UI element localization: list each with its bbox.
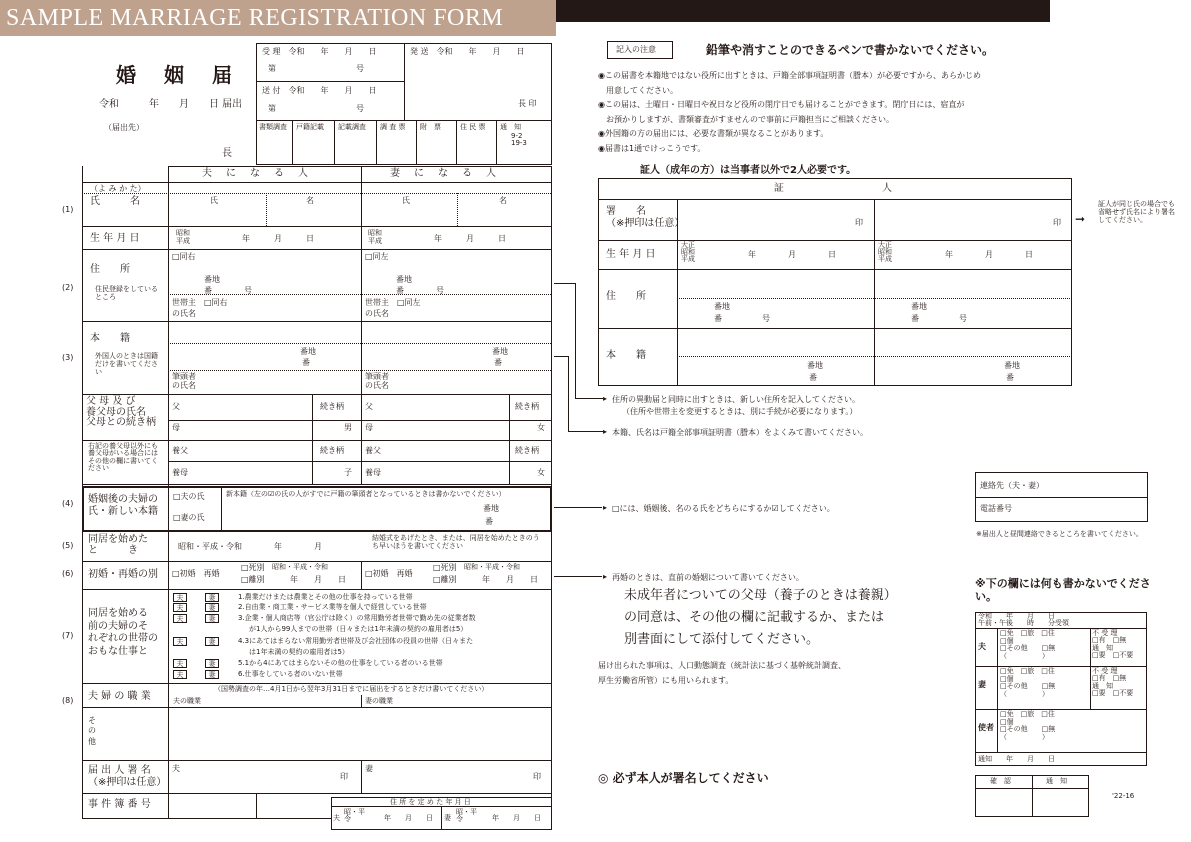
husband-first-re[interactable]: □初婚 再婚 [172, 569, 220, 578]
witness2-seal: 印 [1053, 218, 1061, 227]
witness2-banchi: 番地 [911, 302, 927, 311]
job-option: 4.3にあてはまらない常用勤労者世帯及び会社団体の役員の世帯（日々また [238, 637, 474, 645]
note-surname-check: □には、婚姻後、名のる氏をどちらにするか☑してください。 [612, 504, 835, 513]
office-check-cell[interactable] [335, 120, 377, 164]
yomi-label: （よ み か た） [90, 184, 146, 193]
wife-job-field[interactable]: 妻の職業 [365, 697, 393, 705]
witness-title: 証人（成年の方）は当事者以外で2人必要です。 [640, 165, 857, 176]
arrow-right-icon: ▸ [603, 503, 608, 512]
husband-era: 昭和・平成・令和 [272, 563, 328, 571]
row-number: (2) [62, 283, 74, 292]
residence-husband: 夫 [333, 814, 340, 822]
husband-honseki-banchi: 番地 [300, 347, 316, 356]
submission-date[interactable]: 令和 年 月 日 届出 [99, 99, 243, 110]
wife-birth-era[interactable]: 昭和 平成 [368, 229, 382, 246]
job-option: 2.自由業・商工業・サービス業等を個人で経営している世帯 [238, 603, 427, 611]
office-check-label: 通 知 [500, 123, 521, 131]
wife-era: 昭和・平成・令和 [464, 563, 520, 571]
residence-wife-era[interactable]: 昭・平 令 [456, 808, 477, 823]
dispatch-label: 発 送 令和 年 月 日 [410, 47, 525, 56]
witness2-birth-era[interactable]: 大正 昭和 平成 [878, 241, 892, 263]
stats-line: 厚生労働省所管）にも用いられます。 [598, 676, 734, 685]
note-item: ◉届書は1通でけっこうです。 [598, 144, 706, 153]
receipt-label: 受 理 令和 年 月 日 [262, 47, 377, 56]
job-option: が1人から99人までの世帯（日々または1年未満の契約の雇用者は5） [249, 625, 468, 633]
husband-surname-checkbox[interactable]: □夫の氏 [173, 492, 205, 501]
wife-father[interactable]: 父 [365, 402, 373, 411]
witness1-banchi: 番地 [714, 302, 730, 311]
wife-job-box[interactable]: 妻 [205, 637, 219, 646]
arrow-right-icon: ▸ [603, 427, 608, 436]
pen-warning: 鉛筆や消すことのできるペンで書かないでください。 [706, 43, 995, 57]
wife-death[interactable]: □死別 [433, 563, 457, 572]
wife-adopt-father[interactable]: 養父 [365, 446, 381, 455]
residence-wife-date[interactable]: 年 月 日 [492, 814, 541, 822]
witness2-bango: 番 号 [911, 314, 967, 323]
husband-son: 子 [344, 468, 352, 477]
birth-label: 生 年 月 日 [90, 233, 140, 244]
minor-line: 別書面にして添付してください。 [624, 632, 820, 647]
col-wife: 妻 に な る 人 [390, 168, 498, 179]
wife-job-box[interactable]: 妻 [205, 603, 219, 612]
husband-job-box[interactable]: 夫 [173, 659, 187, 668]
husband-job-field[interactable]: 夫の職業 [173, 697, 201, 705]
wife-job-box[interactable]: 妻 [205, 593, 219, 602]
sent-label: 送 付 令和 年 月 日 [262, 86, 377, 95]
witness1-signature-field[interactable] [680, 201, 850, 238]
case-no-label: 事 件 簿 番 号 [88, 799, 151, 810]
husband-mother[interactable]: 母 [172, 423, 180, 432]
form-title: 婚 姻 届 [116, 63, 236, 87]
husband-job-box[interactable]: 夫 [173, 637, 187, 646]
row-number: (6) [62, 569, 74, 578]
witness1-hon-banchi: 番地 [807, 361, 823, 370]
office-check-label: 戸籍記載 [296, 123, 324, 131]
job-option: 3.企業・個人商店等（官公庁は除く）の常用勤労者世帯で勤め先の従業者数 [238, 614, 476, 622]
office-notice-date: 通知 年 月 日 [978, 755, 1055, 763]
husband-head-name[interactable]: 筆頭者 の氏名 [172, 372, 196, 391]
husband-job-box[interactable]: 夫 [173, 670, 187, 679]
wife-female: 女 [537, 423, 545, 432]
witness2-hon-ban: 番 [1006, 373, 1014, 382]
witness2-birth-date[interactable]: 年 月 日 [945, 250, 1033, 259]
new-honseki-ban: 番 [485, 517, 493, 526]
job-option: 1.農業だけまたは農業とその他の仕事を持っている世帯 [238, 593, 413, 601]
arrow-right-icon: ▸ [603, 394, 608, 403]
same-left-checkbox[interactable]: □同左 [365, 252, 389, 261]
office-row-fuyo[interactable]: 不 受 理 □有 □無 通 知 □要 □不要 [1092, 667, 1134, 698]
husband-surname-field[interactable]: 氏 [210, 196, 218, 205]
office-check-label: 調 査 票 [380, 123, 406, 131]
wife-seal: 印 [533, 772, 541, 781]
husband-divorce[interactable]: □離別 [241, 575, 265, 584]
office-row-label: 夫 [978, 642, 986, 651]
chief-label: 長 [222, 148, 232, 159]
witness1-bango: 番 号 [714, 314, 770, 323]
row-number: (5) [62, 541, 74, 550]
header-bar [556, 0, 1050, 22]
form-version: '22-16 [1112, 792, 1135, 800]
phone-label: 電話番号 [980, 504, 1012, 513]
note-householder: （住所や世帯主を変更するときは、別に手続が必要になります。） [622, 407, 858, 416]
name-label: 氏 名 [90, 196, 140, 207]
office-row-label: 妻 [978, 680, 986, 689]
signature-label: 届 出 人 署 名 （※押印は任意） [88, 765, 167, 788]
witness-honseki-label: 本 籍 [606, 350, 646, 361]
new-honseki-banchi: 番地 [483, 504, 499, 513]
wife-birth-date[interactable]: 年 月 日 [434, 234, 506, 243]
contact-note: ※届出人と昼間連絡できるところを書いてください。 [976, 530, 1143, 538]
arrow-right-icon: ▸ [603, 572, 608, 581]
row-number: (1) [62, 205, 74, 214]
receipt-no: 第 号 [268, 64, 364, 73]
wife-ban-go: 番 号 [396, 286, 444, 295]
notes-label: 記入の注意 [616, 45, 656, 54]
office-check-cell[interactable] [377, 120, 417, 164]
cohabit-note: 結婚式をあげたとき、または、同居を始めたときのうち早いほうを書いてください [372, 534, 540, 550]
wife-banchi: 番地 [396, 275, 412, 284]
husband-father[interactable]: 父 [172, 402, 180, 411]
honseki-note: 外国人のときは国籍だけを書いてください [95, 352, 158, 377]
wife-mother[interactable]: 母 [365, 423, 373, 432]
husband-job-box[interactable]: 夫 [173, 593, 187, 602]
self-sign-note: ◎ 必ず本人が署名してください [598, 771, 769, 785]
new-surname-label: 婚姻後の夫婦の 氏・新しい本籍 [88, 494, 158, 517]
office-check-label: 住 民 票 [460, 123, 486, 131]
cohabit-label: 同居を始めた と き [88, 534, 148, 556]
residence-husband-era[interactable]: 昭・平 令 [344, 808, 365, 823]
witness-side-note: 証人が同じ氏の場合でも省略せず氏名により署名してください。 [1098, 200, 1175, 225]
note-honseki: 本籍、氏名は戸籍全部事項証明書（謄本）をよくみて書いてください。 [612, 428, 868, 437]
occupation-label: 同居を始める 前の夫婦のそ れぞれの世帯の おもな仕事と [88, 608, 158, 657]
office-row-options[interactable]: □免 □旅 □住 □個 □その他 □無 （ ） [1000, 629, 1056, 661]
note-item: ◉外国籍の方の届出には、必要な書類が異なることがあります。 [598, 129, 829, 139]
job-option: 5.1から4にあてはまらないその他の仕事をしている者のいる世帯 [238, 659, 443, 667]
job-option: は1年未満の契約の雇用者は5） [249, 648, 349, 656]
do-not-write-note: ※下の欄には何も書かないでください。 [975, 577, 1151, 603]
address-label: 住 所 [90, 264, 130, 275]
wife-job-box[interactable]: 妻 [205, 614, 219, 623]
office-check-cell[interactable] [497, 120, 552, 164]
row-number: (3) [62, 353, 74, 362]
witness2-hon-banchi: 番地 [1004, 361, 1020, 370]
husband-birth-date[interactable]: 年 月 日 [242, 234, 314, 243]
cohabit-date[interactable]: 昭和・平成・令和 年 月 [178, 542, 322, 551]
office-check-label: 記載調査 [338, 123, 366, 131]
note-item: 用意してください。 [598, 85, 678, 95]
wife-head-name[interactable]: 筆頭者 の氏名 [365, 372, 389, 391]
wife-householder[interactable]: 世帯主 □同左 [365, 298, 421, 307]
witness-sign-label: 署 名 （※押印は任意） [606, 206, 685, 229]
office-check-label: 附 票 [420, 123, 441, 131]
husband-relation: 続き柄 [320, 402, 344, 411]
office-row-fuyo[interactable]: 不 受 理 □有 □無 通 知 □要 □不要 [1092, 629, 1134, 660]
wife-surname-checkbox[interactable]: □妻の氏 [173, 513, 205, 522]
husband-birth-era[interactable]: 昭和 平成 [176, 229, 190, 246]
husband-householder-name[interactable]: の氏名 [172, 309, 196, 318]
office-row-options[interactable]: □免 □旅 □住 □個 □その他 □無 （ ） [1000, 667, 1056, 699]
office-check-label: 書類調査 [259, 123, 287, 131]
residence-wife: 妻 [444, 814, 451, 822]
row-number: (4) [62, 499, 74, 508]
husband-job-box[interactable]: 夫 [173, 614, 187, 623]
husband-adopt-relation: 続き柄 [320, 446, 344, 455]
wife-first-re[interactable]: □初婚 再婚 [365, 569, 413, 578]
wife-job-box[interactable]: 妻 [205, 670, 219, 679]
husband-job-box[interactable]: 夫 [173, 603, 187, 612]
arrow-right-icon: ➞ [1075, 212, 1086, 226]
row-number: (8) [62, 696, 74, 705]
confirm-label: 確 認 [990, 777, 1011, 785]
phone-field[interactable] [1040, 500, 1144, 520]
office-row-label: 使者 [978, 723, 994, 732]
husband-prev-date[interactable]: 年 月 日 [290, 575, 346, 584]
office-check-cells [256, 120, 552, 164]
job-title-label: 夫 婦 の 職 業 [88, 691, 151, 702]
witness1-hon-ban: 番 [809, 373, 817, 382]
husband-adopt-father[interactable]: 養父 [172, 446, 188, 455]
contact-label: 連絡先（夫・妻） [980, 481, 1044, 490]
note-item: お預かりしますが、書類審査がすませんので事前に戸籍担当にご相談ください。 [598, 114, 894, 124]
husband-householder[interactable]: 世帯主 □同右 [172, 298, 228, 307]
address-note: 住民登録をしているところ [95, 285, 158, 302]
wife-signature-field[interactable]: 妻 [365, 764, 373, 773]
office-check-cell[interactable] [417, 120, 457, 164]
honseki-label: 本 籍 [90, 333, 130, 344]
office-check-cell[interactable] [256, 120, 293, 164]
husband-given-field[interactable]: 名 [306, 196, 314, 205]
witness-address-label: 住 所 [606, 291, 646, 302]
wife-householder-name[interactable]: の氏名 [365, 309, 389, 318]
witness-header: 証 人 [774, 183, 894, 194]
other-field[interactable] [100, 709, 551, 759]
row-number: (7) [62, 631, 74, 640]
note-address-change: 住所の異動届と同時に出すときは、新しい住所を記入してください。 [612, 395, 860, 404]
witness1-birth-era[interactable]: 大正 昭和 平成 [681, 241, 695, 263]
wife-honseki-ban: 番 [494, 358, 502, 367]
contact-field[interactable] [1040, 475, 1144, 495]
wife-prev-date[interactable]: 年 月 日 [482, 575, 538, 584]
office-head: 令和 年 月 日 午前・午後 時 分受領 [978, 612, 1069, 627]
witness-birth-label: 生 年 月 日 [606, 249, 656, 260]
sent-no: 第 号 [268, 104, 364, 113]
submit-to-label: （届出先） [104, 123, 144, 132]
minor-line: の同意は、その他の欄に記載するか、または [624, 610, 885, 625]
other-label: そ の 他 [88, 716, 96, 746]
husband-death[interactable]: □死別 [241, 563, 265, 572]
witness2-signature-field[interactable] [877, 201, 1047, 238]
note-item: ◉この届は、土曜日・日曜日や祝日など役所の閉庁日でも届けることができます。閉庁日には、宿直が [598, 100, 965, 110]
husband-seal: 印 [340, 772, 348, 781]
note-item: ◉この届書を本籍地ではない役所に出すときは、戸籍全部事項証明書（謄本）が必要ですから、あらかじめ [598, 71, 981, 80]
wife-relation: 続き柄 [515, 402, 539, 411]
husband-male: 男 [344, 423, 352, 432]
marriage-type-label: 初婚・再婚の別 [88, 569, 158, 580]
husband-honseki-ban: 番 [302, 358, 310, 367]
residence-date-label: 住 所 を 定 め た 年 月 日 [390, 798, 471, 806]
office-check-cell[interactable] [293, 120, 335, 164]
office-row-options[interactable]: □免 □旅 □住 □個 □その他 □無 （ ） [1000, 710, 1056, 742]
wife-given-field[interactable]: 名 [499, 196, 507, 205]
col-husband: 夫 に な る 人 [202, 168, 310, 179]
office-code: 9-2 19-3 [511, 132, 527, 147]
wife-honseki-banchi: 番地 [492, 347, 508, 356]
parents-label: 父 母 及 び 養父母の氏名 父母との続き柄 [86, 396, 156, 428]
office-check-cell[interactable] [457, 120, 497, 164]
chief-seal-label: 長 印 [518, 99, 537, 108]
husband-banchi: 番地 [204, 275, 220, 284]
new-honseki-label: 新本籍（左の☑の氏の人がすでに戸籍の筆頭者となっているときは書かないでください） [226, 490, 506, 498]
husband-signature-field[interactable]: 夫 [172, 764, 180, 773]
witness1-seal: 印 [855, 218, 863, 227]
notify-label: 通 知 [1046, 777, 1067, 785]
husband-adopt-mother[interactable]: 養母 [172, 468, 188, 477]
parents-note: 右記の養父母以外にも養父母がいる場合にはその他の欄に書いてください [88, 442, 158, 473]
same-right-checkbox[interactable]: □同右 [172, 252, 196, 261]
wife-job-box[interactable]: 妻 [205, 659, 219, 668]
wife-divorce[interactable]: □離別 [433, 575, 457, 584]
wife-female-2: 女 [537, 468, 545, 477]
wife-adopt-relation: 続き柄 [515, 446, 539, 455]
job-option: 6.仕事をしている者のいない世帯 [238, 670, 343, 678]
husband-ban-go: 番 号 [204, 286, 252, 295]
wife-surname-field[interactable]: 氏 [402, 196, 410, 205]
wife-adopt-mother[interactable]: 養母 [365, 468, 381, 477]
census-note: （国勢調査の年…4月1日から翌年3月31日までに届出をするときだけ書いてください） [214, 685, 489, 693]
residence-husband-date[interactable]: 年 月 日 [384, 814, 433, 822]
sample-banner: SAMPLE MARRIAGE REGISTRATION FORM [0, 0, 556, 36]
witness1-birth-date[interactable]: 年 月 日 [748, 250, 836, 259]
stats-line: 届け出られた事項は、人口動態調査（統計法に基づく基幹統計調査、 [598, 661, 846, 670]
minor-line: 未成年者についての父母（養子のときは養親） [624, 588, 897, 603]
note-remarriage: 再婚のときは、直前の婚姻について書いてください。 [612, 573, 804, 582]
